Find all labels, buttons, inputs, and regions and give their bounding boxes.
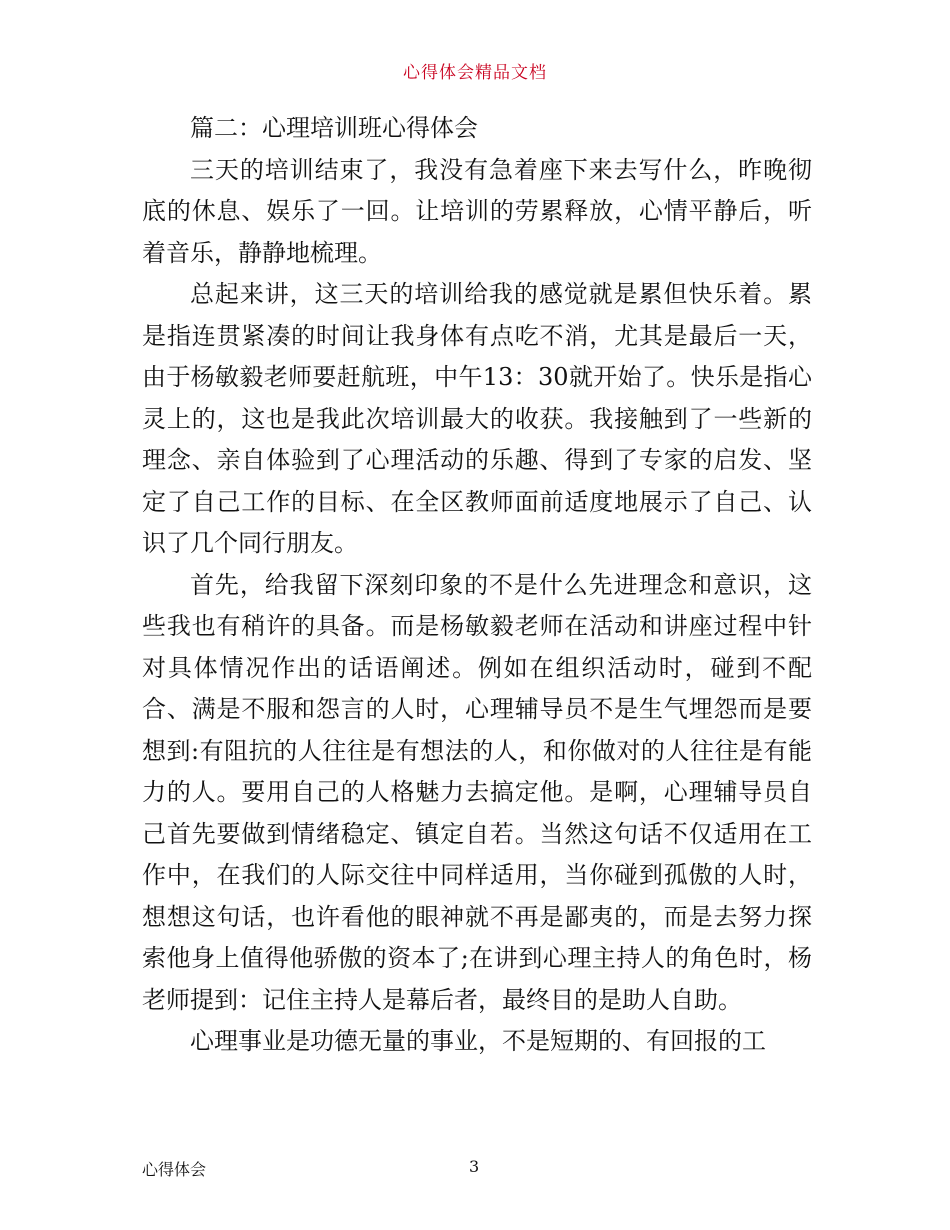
article-paragraph-4: 心理事业是功德无量的事业，不是短期的、有回报的工 [190,1027,766,1055]
page-number: 3 [469,1157,480,1176]
article-paragraph-3: 首先，给我留下深刻印象的不是什么先进理念和意识，这些我也有稍许的具备。而是杨敏毅老师在活动和讲座过程中针对具体情况作出的话语阐述。例如在组织活动时，碰到不配合、满是不服和怨言的人时，心理辅导员不是生气埋怨而是要想到:有阻抗的人往往是有想法的人，和你做对的人往往是有能力的人。要用自己的人格魅力去搞定他。是啊，心理辅导员自己首先要做到情绪稳定、镇定自若。当然这句话不仅适用在工作中，在我们的人际交往中同样适用，当你碰到孤傲的人时，想想这句话，也许看他的眼神就不再是鄙夷的，而是去努力探索他身上值得他骄傲的资本了;在讲到心理主持人的角色时，杨老师提到：记住主持人是幕后者，最终目的是助人自助。 [142,570,812,1014]
article-heading: 篇二：心理培训班心得体会 [190,114,478,142]
document-header-title: 心得体会精品文档 [403,63,547,83]
article-body [142,108,812,1063]
article-paragraph-1: 三天的培训结束了，我没有急着座下来去写什么，昨晚彻底的休息、娱乐了一回。让培训的劳累释放，心情平静后，听着音乐，静静地梳理。 [142,155,812,267]
footer-label: 心得体会 [142,1160,207,1179]
article-paragraph-2: 总起来讲，这三天的培训给我的感觉就是累但快乐着。累是指连贯紧凑的时间让我身体有点吃不消，尤其是最后一天，由于杨敏毅老师要赶航班，中午13：30就开始了。快乐是指心灵上的，这也是我此次培训最大的收获。我接触到了一些新的理念、亲自体验到了心理活动的乐趣、得到了专家的启发、坚定了自己工作的目标、在全区教师面前适度地展示了自己、认识了几个同行朋友。 [142,280,812,557]
